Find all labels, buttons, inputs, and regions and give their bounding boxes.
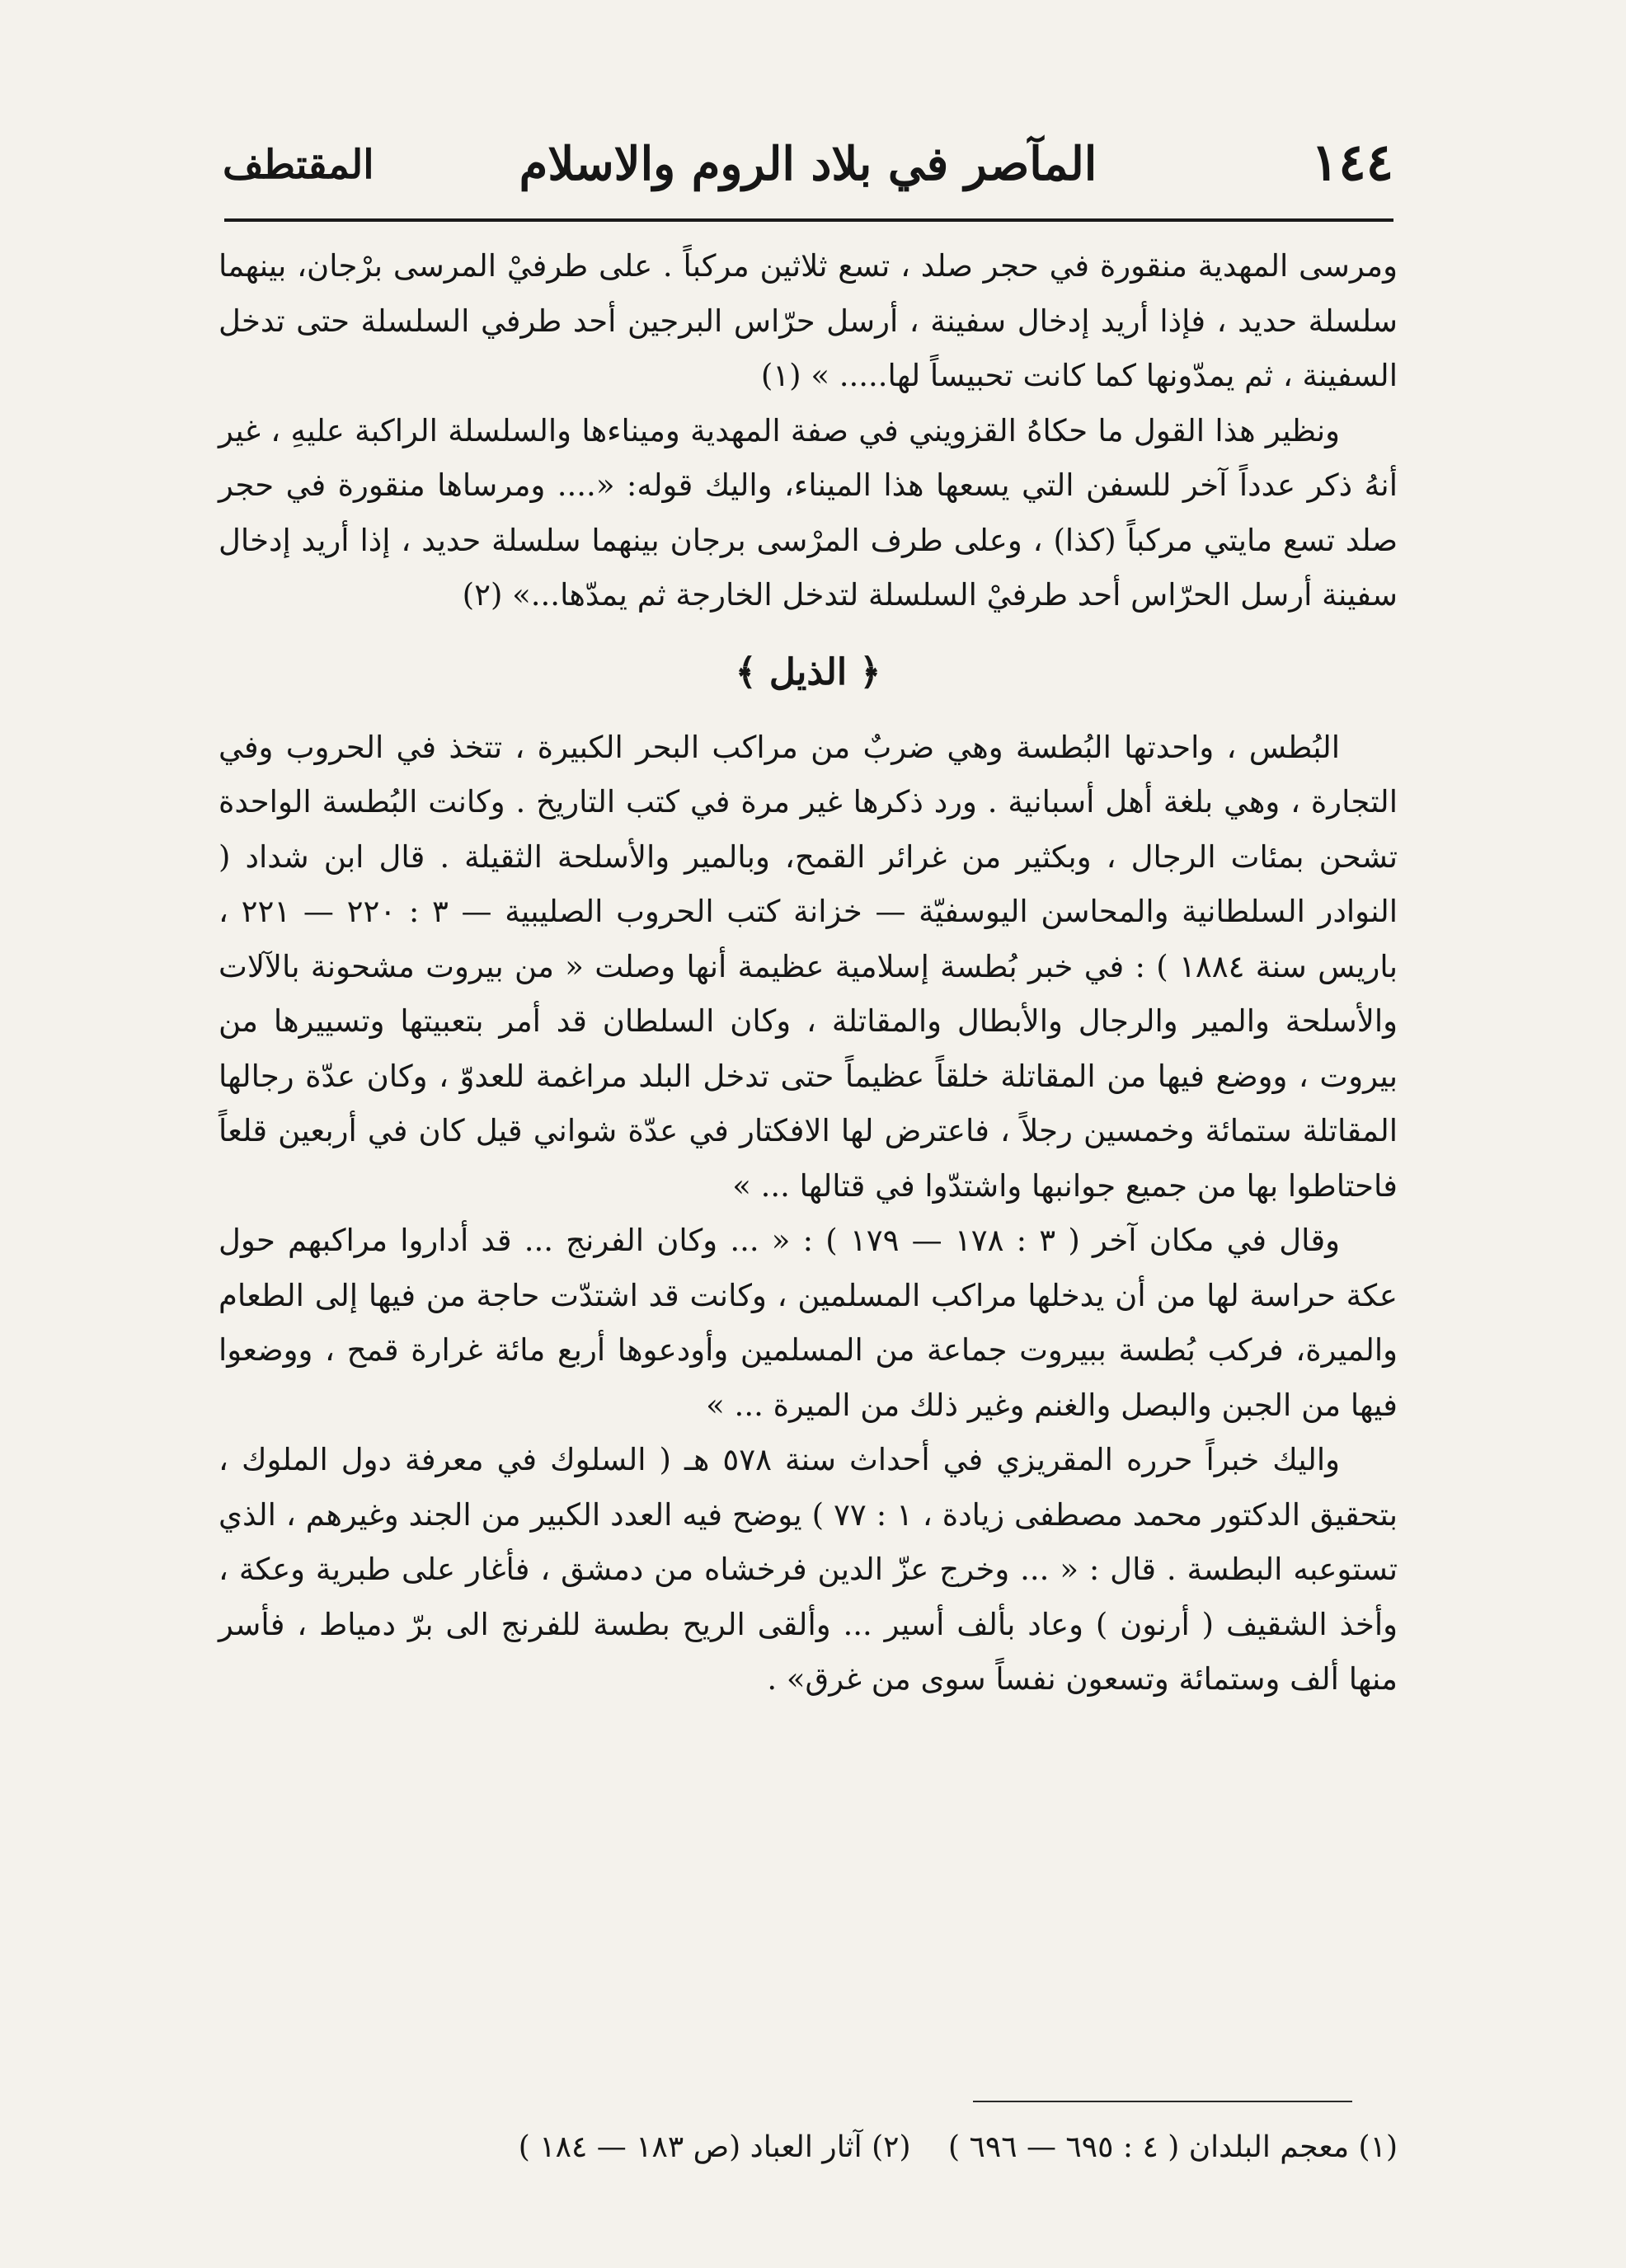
page-header — [223, 124, 1393, 214]
paragraph: ومرسى المهدية منقورة في حجر صلد ، تسع ثلاثين مركباً . على طرفيْ المرسى برْجان، بينهما سلسلة حديد ، فإذا أريد إدخال سفينة ، أرسل حرّاس البرجين أحد طرفي السلسلة حتى تدخل السفينة ، ثم يمدّونها كما كانت تحبيساً لها..... » (١) — [219, 248, 1398, 393]
running-title: المآصر في بلاد الروم والاسلام — [519, 137, 1097, 191]
footnotes — [247, 2123, 1398, 2172]
header-rule — [224, 218, 1393, 222]
paragraph: ونظير هذا القول ما حكاهُ القزويني في صفة المهدية وميناءها والسلسلة الراكبة عليهِ ، غير أنهُ ذكر عدداً آخر للسفن التي يسعها هذا الميناء، واليك قوله: «.... ومرساها منقورة في حجر صلد تسع مايتي مركباً (كذا) ، وعلى طرف المرْسى برجان بينهما سلسلة حديد ، إذا أريد إدخال سفينة أرسل الحرّاس أحد طرفيْ السلسلة لتدخل الخارجة ثم يمدّها...» (٢) — [219, 412, 1398, 613]
body-text — [219, 239, 1398, 1707]
section-title: ﴿ الذيل ﴾ — [735, 650, 881, 693]
paragraph: واليك خبراً حرره المقريزي في أحداث سنة ٥٧٨ هـ ( السلوك في معرفة دول الملوك ، بتحقيق الدكتور محمد مصطفى زيادة ، ١ : ٧٧ ) يوضح فيه العدد الكبير من الجند وغيرهم ، الذي تستوعبه البطسة . قال : « ... وخرج عزّ الدين فرخشاه من دمشق ، فأغار على طبرية وعكة ، وأخذ الشقيف ( أرنون ) وعاد بألف أسير ... وألقى الريح بطسة للفرنج الى برّ دمياط ، فأسر منها ألف وستمائة وتسعون نفساً سوى من غرق» . — [219, 1442, 1398, 1697]
footnote-1: (١) معجم البلدان ( ٤ : ٦٩٥ — ٦٩٦ ) — [948, 2130, 1398, 2164]
page-number: ١٤٤ — [1311, 132, 1393, 192]
footnote-rule — [973, 2101, 1352, 2102]
journal-name: المقتطف — [223, 142, 374, 188]
footnote-2: (٢) آثار العباد (ص ١٨٣ — ١٨٤ ) — [518, 2130, 911, 2164]
paragraph: وقال في مكان آخر ( ٣ : ١٧٨ — ١٧٩ ) : « ... وكان الفرنج ... قد أداروا مراكبهم حول عكة حراسة لها من أن يدخلها مراكب المسلمين ، وكانت قد اشتدّت حاجة من فيها إلى الطعام والميرة، فركب بُطسة ببيروت جماعة من المسلمين وأودعوها أربع مائة غرارة قمح ، ووضعوا فيها من الجبن والبصل والغنم وغير ذلك من الميرة ... » — [219, 1223, 1398, 1423]
paragraph: البُطس ، واحدتها البُطسة وهي ضربٌ من مراكب البحر الكبيرة ، تتخذ في الحروب وفي التجارة ، وهي بلغة أهل أسبانية . ورد ذكرها غير مرة في كتب التاريخ . وكانت البُطسة الواحدة تشحن بمئات الرجال ، وبكثير من غرائر القمح، وبالمير والأسلحة الثقيلة . قال ابن شداد ( النوادر السلطانية والمحاسن اليوسفيّة — خزانة كتب الحروب الصليبية — ٣ : ٢٢٠ — ٢٢١ ، باريس سنة ١٨٨٤ ) : في خبر بُطسة إسلامية عظيمة أنها وصلت « من بيروت مشحونة بالآلات والأسلحة والمير والرجال والأبطال والمقاتلة ، وكان السلطان قد أمر بتعبيتها وتسييرها من بيروت ، ووضع فيها من المقاتلة خلقاً عظيماً حتى تدخل البلد مراغمة للعدوّ ، وكان عدّة رجالها المقاتلة ستمائة وخمسين رجلاً ، فاعترض لها الافكتار في عدّة شواني قيل كان في أربعين قلعاً فاحتاطوا بها من جميع جوانبها واشتدّوا في قتالها ... » — [219, 729, 1398, 1204]
